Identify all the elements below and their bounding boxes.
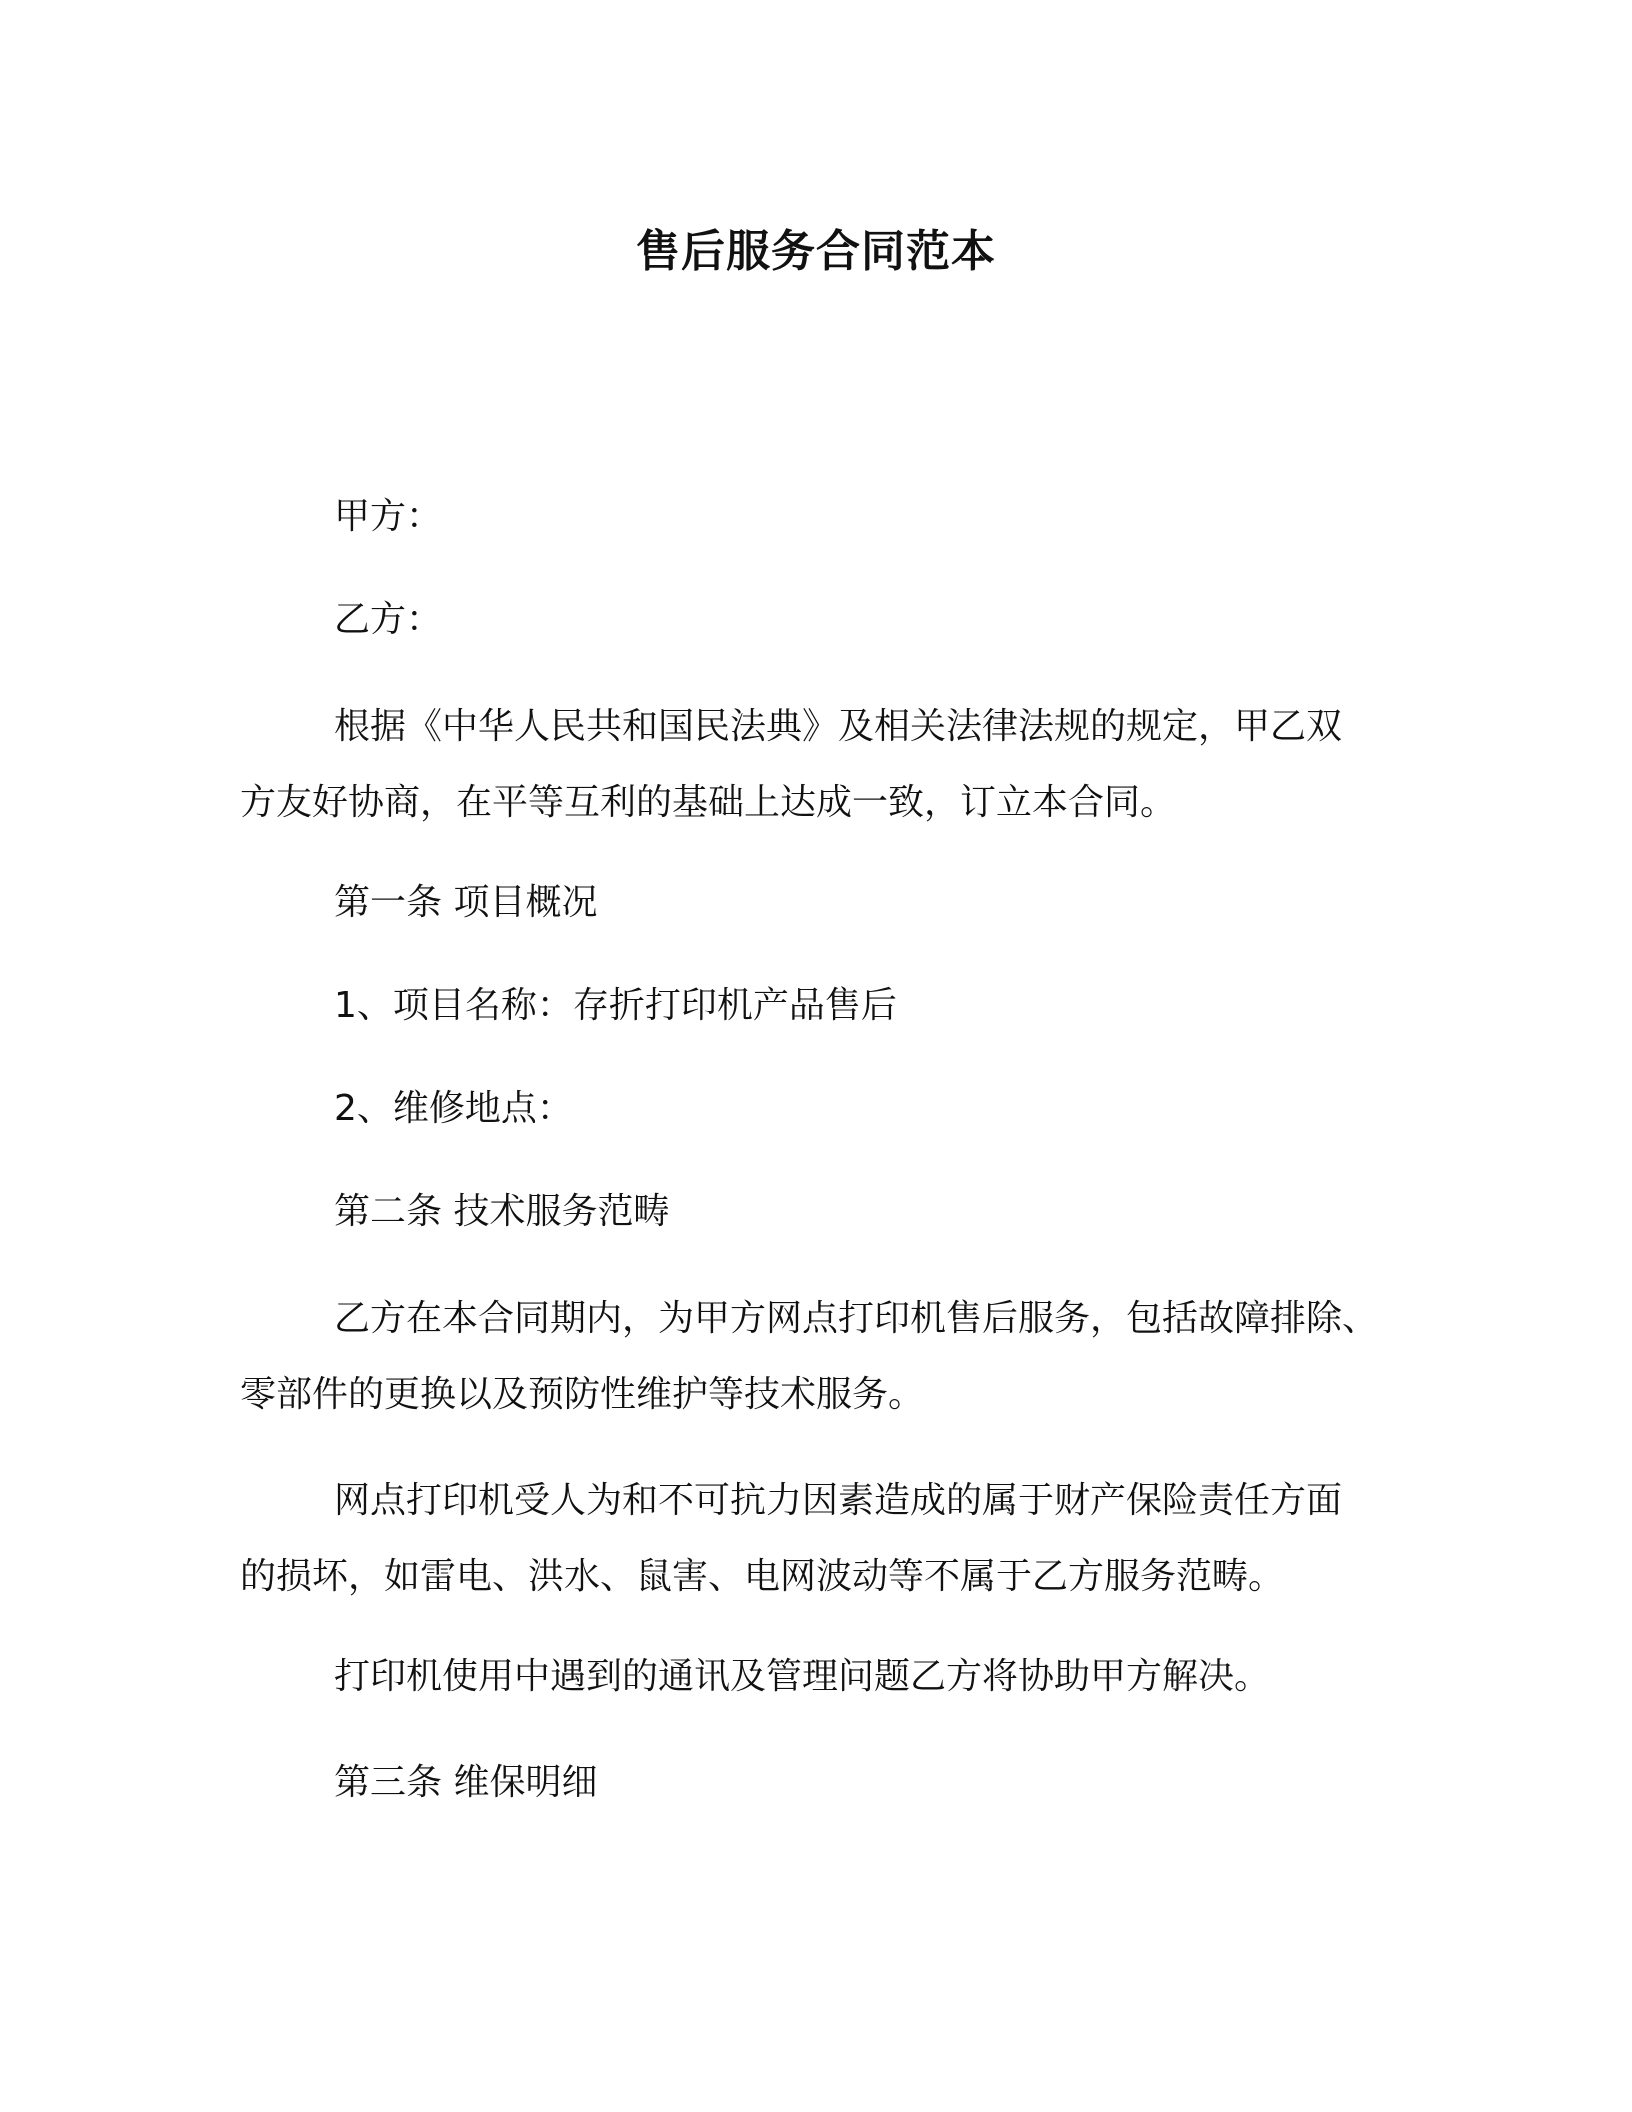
article-1-heading: 第一条 项目概况 <box>334 882 598 923</box>
article-2-heading: 第二条 技术服务范畴 <box>334 1191 670 1232</box>
article-1-item-1: 1、项目名称：存折打印机产品售后 <box>334 985 897 1026</box>
preamble-line-2: 方友好协商，在平等互利的基础上达成一致，订立本合同。 <box>240 782 1177 823</box>
article-2-para-1-line-2: 零部件的更换以及预防性维护等技术服务。 <box>240 1374 925 1415</box>
preamble-line-1: 根据《中华人民共和国民法典》及相关法律法规的规定，甲乙双 <box>334 706 1343 747</box>
document-title: 售后服务合同范本 <box>636 226 996 277</box>
party-a-label: 甲方： <box>334 496 443 537</box>
article-2-para-3: 打印机使用中遇到的通讯及管理问题乙方将协助甲方解决。 <box>334 1656 1271 1697</box>
article-2-para-2-line-2: 的损坏，如雷电、洪水、鼠害、电网波动等不属于乙方服务范畴。 <box>240 1556 1285 1597</box>
article-1-item-2: 2、维修地点： <box>334 1088 573 1129</box>
party-b-label: 乙方： <box>334 599 443 640</box>
article-2-para-2-line-1: 网点打印机受人为和不可抗力因素造成的属于财产保险责任方面 <box>334 1480 1343 1521</box>
article-2-para-1-line-1: 乙方在本合同期内，为甲方网点打印机售后服务，包括故障排除、 <box>334 1298 1379 1339</box>
article-3-heading: 第三条 维保明细 <box>334 1762 598 1803</box>
